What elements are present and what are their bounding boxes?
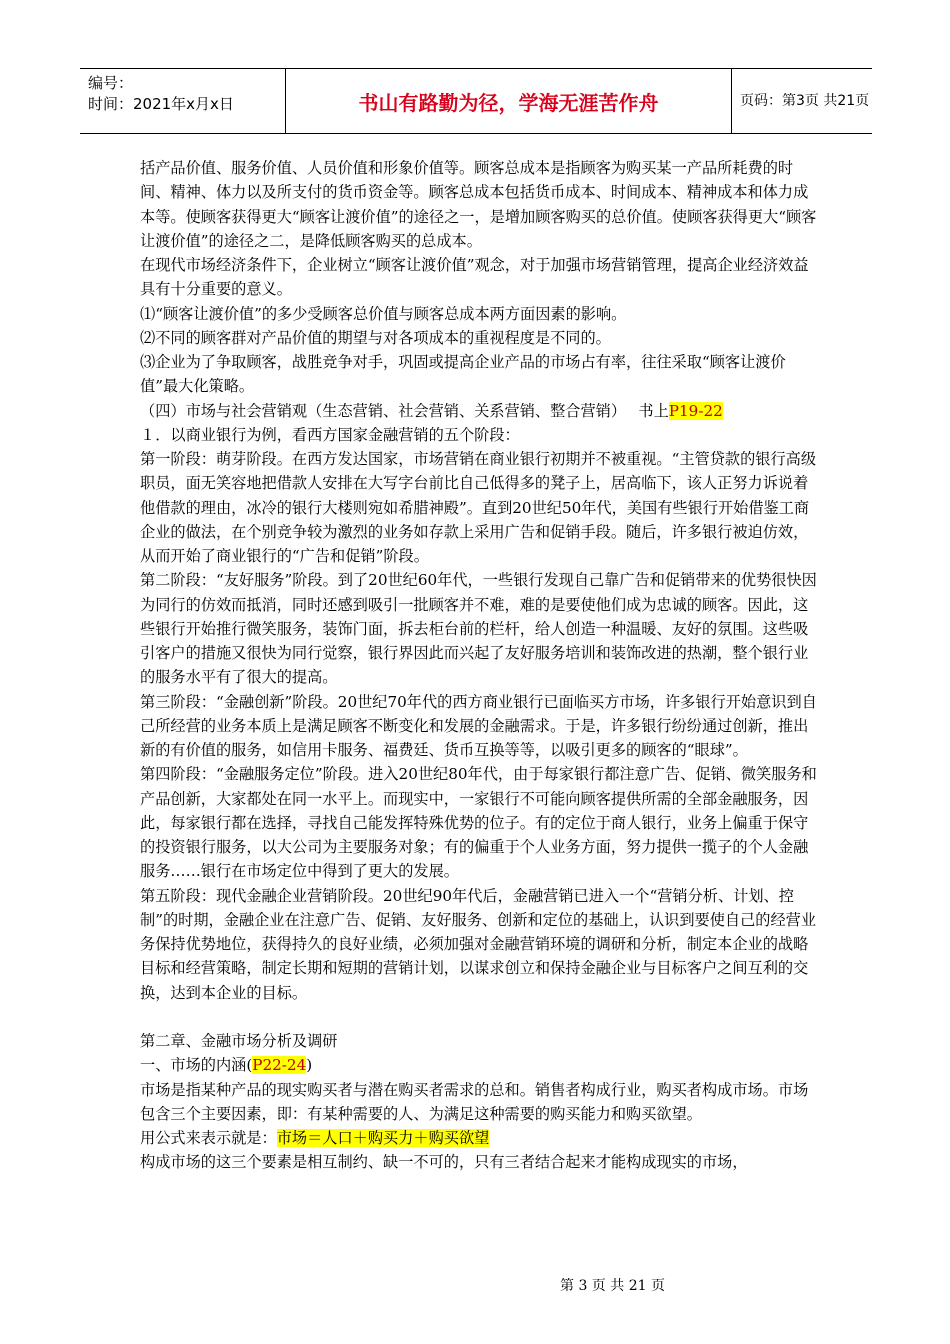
paragraph: １．以商业银行为例，看西方国家金融营销的五个阶段：	[140, 425, 520, 444]
section-heading-4	[140, 399, 822, 423]
page-reference-highlight: P22-24	[252, 1056, 307, 1075]
time-label: 时间：2021年x月x日	[88, 95, 234, 113]
formula-line	[140, 1126, 822, 1150]
paragraph: 第五阶段：现代金融企业营销阶段。20世纪90年代后，金融营销已进入一个“营销分析、计划、控制”的时期，金融企业在注意广告、促销、友好服务、创新和定位的基础上，认识到要使自己的经营业务保持优势地位，获得持久的良好业绩，必须加强对金融营销环境的调研和分析，制定本企业的战略目标和经营策略，制定长期和短期的营销计划，以谋求创立和保持金融企业与目标客户之间互利的交换，达到本企业的目标。	[140, 886, 817, 1002]
paragraph: 括产品价值、服务价值、人员价值和形象价值等。顾客总成本是指顾客为购买某一产品所耗费的时间、精神、体力以及所支付的货币资金等。顾客总成本包括货币成本、时间成本、精神成本和体力成本等。使顾客获得更大“顾客让渡价值”的途径之一，是增加顾客购买的总价值。使顾客获得更大“顾客让渡价值”的途径之二，是降低顾客购买的总成本。	[140, 159, 817, 250]
paragraph: 第一阶段：萌芽阶段。在西方发达国家，市场营销在商业银行初期并不被重视。“主管贷款的银行高级职员，面无笑容地把借款人安排在大写字台前比自己低得多的凳子上，居高临下，该人正努力诉说着他借款的理由，冰冷的银行大楼则宛如希腊神殿”。直到20世纪50年代，美国有些银行开始借鉴工商企业的做法，在个别竞争较为激烈的业务如存款上采用广告和促销手段。随后，许多银行被迫仿效，从而开始了商业银行的“广告和促销”阶段。	[140, 450, 817, 565]
paragraph: ⑶企业为了争取顾客，战胜竞争对手，巩固或提高企业产品的市场占有率，往往采取“顾客让渡价值”最大化策略。	[140, 353, 786, 396]
paragraph: 第三阶段：“金融创新”阶段。20世纪70年代的西方商业银行已面临买方市场，许多银行开始意识到自己所经营的业务本质上是满足顾客不断变化和发展的金融需求。于是，许多银行纷纷通过创新，推出新的有价值的服务，如信用卡服务、福费廷、货币互换等等，以吸引更多的顾客的“眼球”。	[140, 692, 817, 759]
header-meta	[88, 73, 283, 115]
page-footer: 第 3 页 共 21 页	[560, 1278, 665, 1294]
section-heading-text: 一、市场的内涵(	[140, 1056, 253, 1075]
number-label: 编号：	[88, 74, 134, 92]
page-reference-highlight: P19-22	[668, 401, 723, 420]
paragraph: ⑵不同的顾客群对产品价值的期望与对各项成本的重视程度是不同的。	[140, 328, 611, 347]
paragraph: 在现代市场经济条件下，企业树立“顾客让渡价值”观念，对于加强市场营销管理，提高企业经济效益具有十分重要的意义。	[140, 256, 809, 299]
page-header	[80, 68, 872, 134]
paren-close: )	[306, 1056, 313, 1075]
paragraph: 第二阶段：“友好服务”阶段。到了20世纪60年代，一些银行发现自己靠广告和促销带来的优势很快因为同行的仿效而抵消，同时还感到吸引一批顾客并不难，难的是要使他们成为忠诚的顾客。因此，这些银行开始推行微笑服务，装饰门面，拆去柜台前的栏杆，给人创造一种温暖、友好的氛围。这些吸引客户的措施又很快为同行觉察，银行界因此而兴起了友好服务培训和装饰改进的热潮，整个银行业的服务水平有了很大的提高。	[140, 571, 817, 687]
formula-prefix: 用公式来表示就是：	[140, 1129, 277, 1147]
paragraph: 市场是指某种产品的现实购买者与潜在购买者需求的总和。销售者构成行业，购买者构成市场。市场包含三个主要因素，即：有某种需要的人、为满足这种需要的购买能力和购买欲望。	[140, 1080, 809, 1123]
section-heading-text: （四）市场与社会营销观（生态营销、社会营销、关系营销、整合营销） 书上	[140, 401, 669, 420]
paragraph: 第四阶段：“金融服务定位”阶段。进入20世纪80年代，由于每家银行都注意广告、促销、微笑服务和产品创新，大家都处在同一水平上。而现实中，一家银行不可能向顾客提供所需的全部金融服务，因此，每家银行都在选择，寻找自己能发挥特殊优势的位子。有的定位于商人银行，业务上偏重于保守的投资银行服务，以大公司为主要服务对象；有的偏重于个人业务方面，努力提供一揽子的个人金融服务……银行在市场定位中得到了更大的发展。	[140, 765, 817, 881]
formula-highlight: 市场＝人口＋购买力＋购买欲望	[276, 1129, 490, 1147]
paragraph: 构成市场的这三个要素是相互制约、缺一不可的，只有三者结合起来才能构成现实的市场，	[140, 1153, 748, 1172]
chapter-title: 第二章、金融市场分析及调研	[140, 1032, 338, 1050]
section-heading-1	[140, 1053, 822, 1077]
blank-line	[140, 1005, 822, 1029]
paragraph: ⑴“顾客让渡价值”的多少受顾客总价值与顾客总成本两方面因素的影响。	[140, 304, 627, 323]
document-body	[140, 156, 822, 1175]
header-page-label: 页码：第3页 共21页	[740, 93, 870, 109]
header-motto: 书山有路勤为径，学海无涯苦作舟	[285, 69, 732, 133]
